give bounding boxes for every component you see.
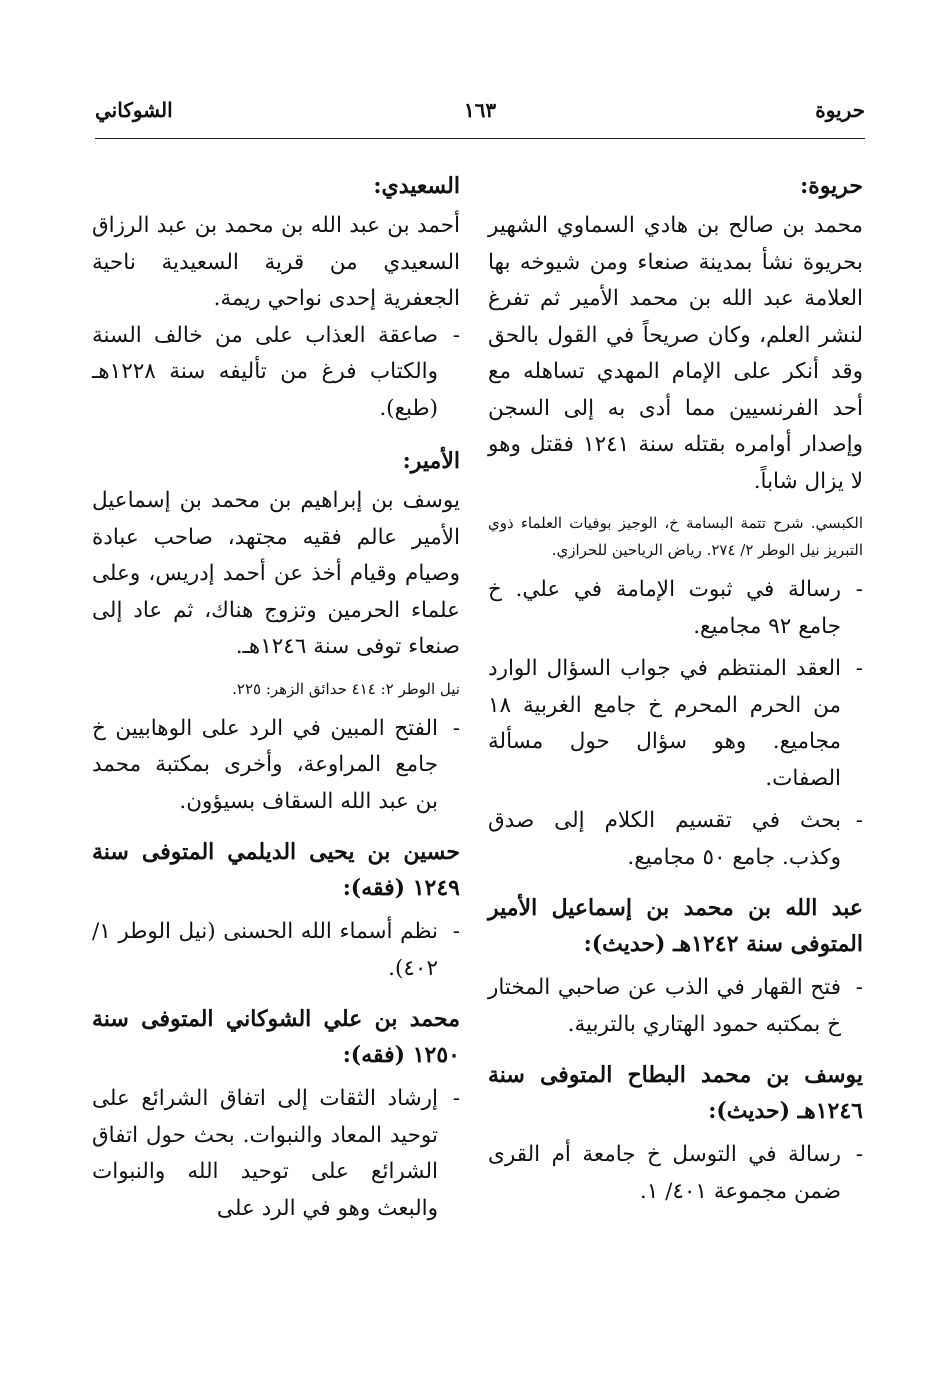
work-text: نظم أسماء الله الحسنى (نيل الوطر ١/ ٤٠٢). bbox=[92, 919, 438, 981]
work-text: صاعقة العذاب على من خالف السنة والكتاب فرغ من تأليفه سنة ١٢٢٨هـ (طبع). bbox=[92, 322, 438, 421]
work-item: - الفتح المبين في الرد على الوهابيين خ جامع المراوعة، وأخرى بمكتبة محمد بن عبد الله السقاف بسيؤون. bbox=[92, 715, 460, 814]
work-text: إرشاد الثقات إلى اتفاق الشرائع على توحيد المعاد والنبوات. بحث حول اتفاق الشرائع على توحيد الله والنبوات والبعث وهو في الرد على bbox=[92, 1086, 438, 1221]
running-head-left: الشوكاني bbox=[95, 98, 173, 122]
work-text: العقد المنتظم في جواب السؤال الوارد من الحرم المحرم خ جامع الغربية ١٨ مجاميع. وهو سؤال حول مسألة الصفات. bbox=[488, 656, 841, 791]
entry-heading-al-amir: الأمير: bbox=[402, 448, 460, 474]
left-column bbox=[92, 168, 460, 1233]
work-text: فتح القهار في الذب عن صاحبي المختار خ بمكتبه حمود الهتاري بالتربية. bbox=[488, 975, 841, 1037]
biography-saidi: أحمد بن عبد الله بن محمد بن عبد الرزاق السعيدي من قرية السعيدية ناحية الجعفرية إحدى نواحي ريمة. bbox=[92, 213, 460, 311]
entry-title-al-shawkani: محمد بن علي الشوكاني المتوفى سنة ١٢٥٠ (فقه): bbox=[92, 1006, 460, 1068]
page-header bbox=[95, 98, 865, 139]
entry-title-yusuf-al-battah: يوسف بن محمد البطاح المتوفى سنة ١٢٤٦هـ (حديث): bbox=[488, 1062, 863, 1124]
work-item: - صاعقة العذاب على من خالف السنة والكتاب فرغ من تأليفه سنة ١٢٢٨هـ (طبع). bbox=[92, 322, 460, 421]
biography-hariwa: محمد بن صالح بن هادي السماوي الشهير بحريوة نشأ بمدينة صنعاء ومن شيوخه بها العلامة عبد الله بن محمد الأمير ثم تفرغ لنشر العلم، وكان صريحاً في القول بالحق وقد أنكر على الإمام المهدي تساهله مع أحد الفرنسيين مما أدى به إلى السجن وإصدار أوامره بقتله سنة ١٢٤١ فقتل وهو لا يزال شاباً. bbox=[488, 213, 863, 494]
entry-title-husayn-al-daylami: حسين بن يحيى الديلمي المتوفى سنة ١٢٤٩ (فقه): bbox=[92, 839, 460, 901]
work-item: - رسالة في ثبوت الإمامة في علي. خ جامع ٩٢ مجاميع. bbox=[488, 577, 863, 639]
work-item: - فتح القهار في الذب عن صاحبي المختار خ بمكتبه حمود الهتاري بالتربية. bbox=[488, 975, 863, 1037]
work-item: - رسالة في التوسل خ جامعة أم القرى ضمن مجموعة ٤٠١/ ١. bbox=[488, 1142, 863, 1204]
entry-heading-saidi: السعيدي: bbox=[373, 173, 460, 199]
biography-al-amir: يوسف بن إبراهيم بن محمد بن إسماعيل الأمير عالم فقيه مجتهد، صاحب عبادة وصيام وقيام أخذ عن أحمد إدريس، وعلى علماء الحرمين وتزوج هناك، ثم عاد إلى صنعاء توفى سنة ١٢٤٦هـ. bbox=[92, 488, 460, 659]
reference-hariwa: الكبسي. شرح تتمة البسامة خ، الوجيز بوفيات العلماء ذوي التبريز نيل الوطر ٢/ ٢٧٤. رياض الرياحين للحرازي. bbox=[488, 514, 863, 559]
work-item: - بحث في تقسيم الكلام إلى صدق وكذب. جامع ٥٠ مجاميع. bbox=[488, 808, 863, 870]
running-head-right: حريوة bbox=[815, 98, 865, 122]
right-column bbox=[488, 168, 863, 1216]
work-item: - العقد المنتظم في جواب السؤال الوارد من الحرم المحرم خ جامع الغربية ١٨ مجاميع. وهو سؤال حول مسألة الصفات. bbox=[488, 656, 863, 791]
page-number: ١٦٣ bbox=[463, 98, 497, 122]
reference-al-amir: نيل الوطر ٢: ٤١٤ حدائق الزهر: ٢٢٥. bbox=[232, 679, 460, 698]
work-text: بحث في تقسيم الكلام إلى صدق وكذب. جامع ٥٠ مجاميع. bbox=[488, 808, 841, 870]
entry-title-abdullah-al-amir: عبد الله بن محمد بن إسماعيل الأمير المتوفى سنة ١٢٤٢هـ (حديث): bbox=[488, 895, 863, 957]
work-text: الفتح المبين في الرد على الوهابيين خ جامع المراوعة، وأخرى بمكتبة محمد بن عبد الله السقاف بسيؤون. bbox=[92, 715, 438, 814]
work-item: - إرشاد الثقات إلى اتفاق الشرائع على توحيد المعاد والنبوات. بحث حول اتفاق الشرائع على توحيد الله والنبوات والبعث وهو في الرد على bbox=[92, 1086, 460, 1221]
entry-heading-hariwa: حريوة: bbox=[800, 173, 863, 199]
work-item: - نظم أسماء الله الحسنى (نيل الوطر ١/ ٤٠٢). bbox=[92, 919, 460, 981]
work-text: رسالة في التوسل خ جامعة أم القرى ضمن مجموعة ٤٠١/ ١. bbox=[488, 1142, 841, 1204]
work-text: رسالة في ثبوت الإمامة في علي. خ جامع ٩٢ مجاميع. bbox=[488, 577, 841, 639]
